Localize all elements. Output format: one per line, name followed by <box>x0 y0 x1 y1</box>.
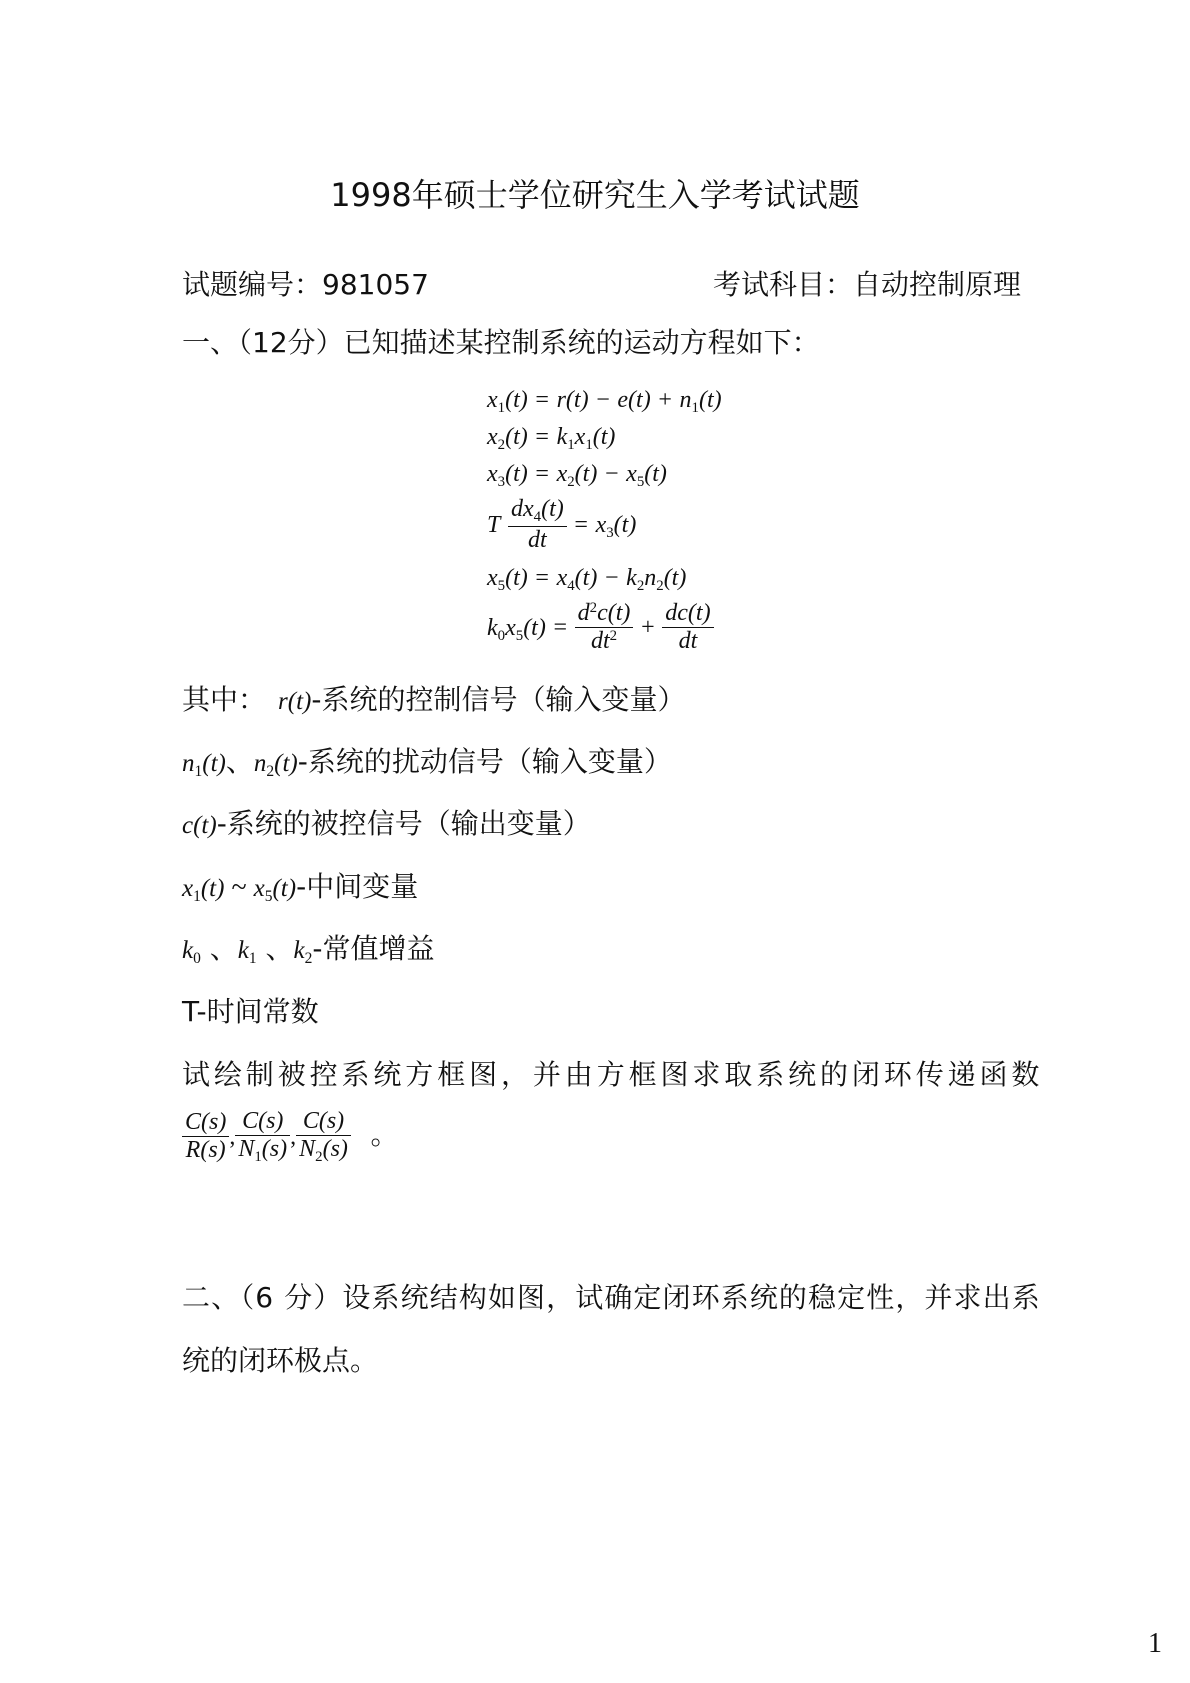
equation-2: $x_2(t) = k_1x_1(t)$ <box>487 424 616 453</box>
definition-x-text: -中间变量 <box>296 870 419 903</box>
definition-k-text: -常值增益 <box>312 932 435 965</box>
definition-T: T-时间常数 <box>182 995 319 1028</box>
exam-code: 试题编号：981057 <box>182 268 429 301</box>
task-end: 。 <box>370 1117 399 1151</box>
definition-r-text: -系统的控制信号（输入变量） <box>311 683 686 716</box>
equation-4: T $\frac{dx_4(t)}{dt}$ = $x_3(t)$ <box>487 496 637 553</box>
transfer-functions: $\frac{C(s)}{R(s)}$ , $\frac{C(s)}{N_1(s)}$ , $\frac{C(s)}{N_2(s)}$ 。 <box>182 1108 399 1166</box>
definition-c: c(t)-系统的被控信号（输出变量） <box>182 807 591 840</box>
definition-n-text: -系统的扰动信号（输入变量） <box>297 745 672 778</box>
question-1-task: 试绘制被控系统方框图，并由方框图求取系统的闭环传递函数 <box>182 1058 1044 1091</box>
defs-prefix: 其中： <box>182 683 267 716</box>
question-1-intro: 一、（12分）已知描述某控制系统的运动方程如下： <box>182 326 820 359</box>
definition-n: $n_1(t)$、$n_2(t)-$系统的扰动信号（输入变量） <box>182 745 672 780</box>
definition-k: $k_0$ 、$k_1$ 、$k_2-$常值增益 <box>182 932 435 967</box>
question-2-line-2: 统的闭环极点。 <box>182 1344 379 1377</box>
equation-5: $x_5(t) = x_4(t) - k_2n_2(t)$ <box>487 565 687 594</box>
equation-6: $k_0x_5(t)$ = $\frac{d^2c(t)}{dt^2}$ + $\frac{dc(t)}{dt}$ <box>487 600 714 655</box>
definition-c-text: -系统的被控信号（输出变量） <box>216 807 591 840</box>
definition-r: 其中： r(t)-系统的控制信号（输入变量） <box>182 683 686 716</box>
equation-3: $x_3(t) = x_2(t) - x_5(t)$ <box>487 461 667 490</box>
definition-x: $x_1(t)$ ~ $x_5(t)-$中间变量 <box>182 870 419 905</box>
equation-1: $x_1(t) = r(t) - e(t) + n_1(t)$ <box>487 387 722 416</box>
question-2-line-1: 二、（6 分）设系统结构如图，试确定闭环系统的稳定性，并求出系 <box>182 1281 1041 1314</box>
page-title: 1998年硕士学位研究生入学考试试题 <box>330 176 860 214</box>
exam-subject: 考试科目：自动控制原理 <box>713 268 1022 301</box>
page-number: 1 <box>1148 1628 1162 1659</box>
